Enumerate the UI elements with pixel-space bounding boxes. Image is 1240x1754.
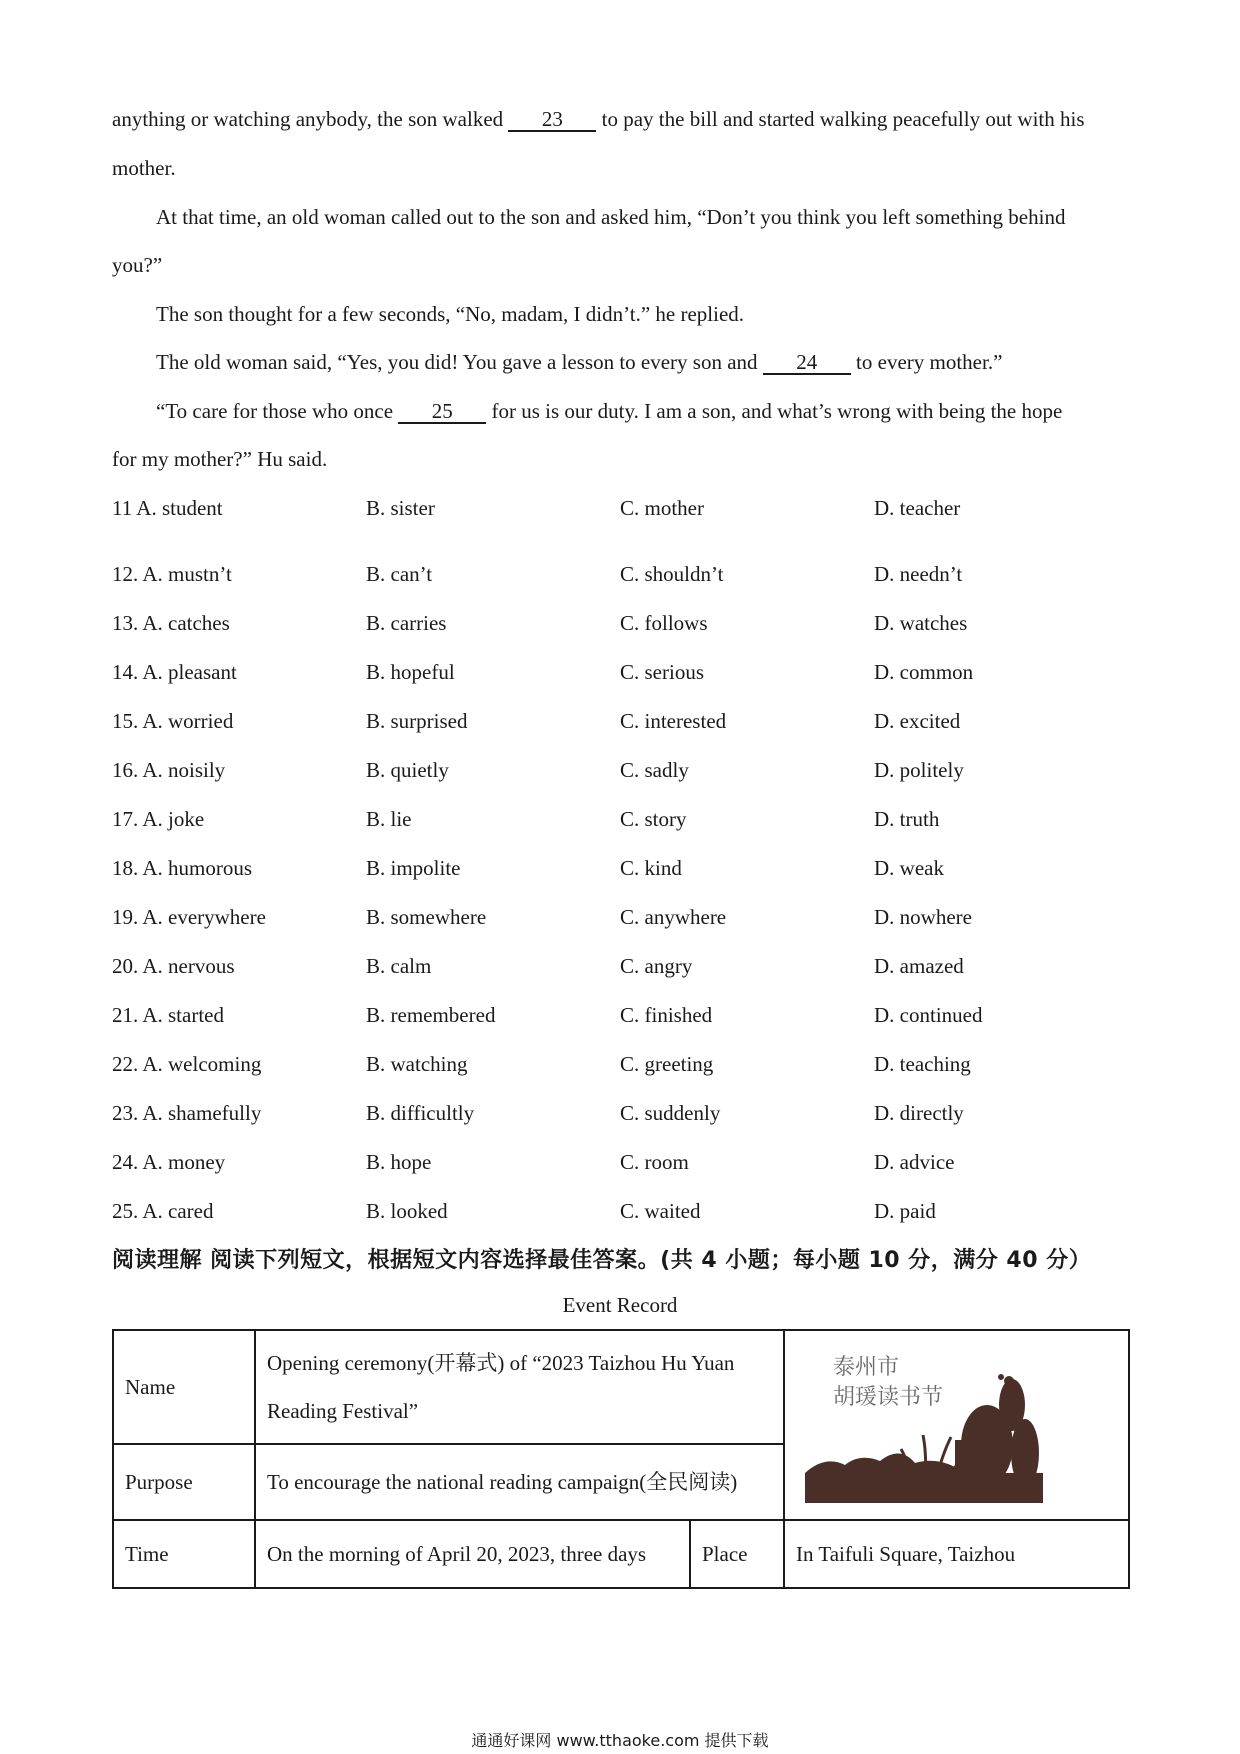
option-19-a: 19. A. everywhere [112, 905, 266, 929]
option-21-b: B. remembered [366, 1003, 496, 1027]
option-11-c: C. mother [620, 496, 704, 520]
option-16-c: C. sadly [620, 758, 689, 782]
option-18-a: 18. A. humorous [112, 856, 253, 880]
option-14-a: 14. A. pleasant [112, 660, 237, 684]
option-22-c: C. greeting [620, 1052, 714, 1076]
option-13-d: D. watches [874, 611, 968, 635]
purpose-label: Purpose [113, 1444, 255, 1520]
place-value: In Taifuli Square, Taizhou [784, 1520, 1129, 1588]
name-value-line-2: Reading Festival” [267, 1399, 419, 1423]
place-label: Place [690, 1520, 784, 1588]
option-11-d: D. teacher [874, 496, 961, 520]
option-21-a: 21. A. started [112, 1003, 224, 1027]
passage-line-8: for my mother?” Hu said. [112, 447, 328, 471]
option-18-c: C. kind [620, 856, 682, 880]
option-13-a: 13. A. catches [112, 611, 230, 635]
passage-text: anything or watching anybody, the son walked [112, 107, 509, 131]
passage-text: “To care for those who once [156, 399, 399, 423]
table-row [113, 1520, 1129, 1588]
option-16-a: 16. A. noisily [112, 758, 226, 782]
option-22-d: D. teaching [874, 1052, 971, 1076]
option-19-d: D. nowhere [874, 905, 972, 929]
festival-logo-cell [784, 1330, 1129, 1520]
option-18-b: B. impolite [366, 856, 461, 880]
option-17-b: B. lie [366, 807, 412, 831]
option-11-b: B. sister [366, 496, 435, 520]
option-24-c: C. room [620, 1150, 689, 1174]
option-19-c: C. anywhere [620, 905, 727, 929]
passage-text: for us is our duty. I am a son, and what’s wrong with being the hope [486, 399, 1063, 423]
option-23-d: D. directly [874, 1101, 964, 1125]
time-value: On the morning of April 20, 2023, three days [255, 1520, 690, 1588]
option-15-a: 15. A. worried [112, 709, 234, 733]
option-21-d: D. continued [874, 1003, 983, 1027]
option-23-c: C. suddenly [620, 1101, 721, 1125]
option-14-d: D. common [874, 660, 974, 684]
option-23-b: B. difficultly [366, 1101, 475, 1125]
passage-text: The old woman said, “Yes, you did! You gave a lesson to every son and [156, 350, 763, 374]
passage-line-4: you?” [112, 253, 163, 277]
blank-25: 25 [398, 400, 486, 424]
option-15-b: B. surprised [366, 709, 468, 733]
option-24-b: B. hope [366, 1150, 432, 1174]
option-17-a: 17. A. joke [112, 807, 205, 831]
option-17-c: C. story [620, 807, 687, 831]
blank-23: 23 [508, 108, 596, 132]
option-14-c: C. serious [620, 660, 704, 684]
option-20-b: B. calm [366, 954, 432, 978]
event-record-table [112, 1329, 1130, 1589]
option-11-a: 11 A. student [112, 496, 223, 520]
logo-line-2: 胡瑗读书节 [833, 1385, 944, 1410]
option-25-b: B. looked [366, 1199, 448, 1223]
option-12-b: B. can’t [366, 562, 433, 586]
option-19-b: B. somewhere [366, 905, 487, 929]
option-23-a: 23. A. shamefully [112, 1101, 262, 1125]
option-13-c: C. follows [620, 611, 708, 635]
name-value [255, 1330, 784, 1444]
option-20-c: C. angry [620, 954, 693, 978]
option-17-d: D. truth [874, 807, 940, 831]
passage-text: to pay the bill and started walking peacefully out with his [596, 107, 1085, 131]
option-25-a: 25. A. cared [112, 1199, 214, 1223]
passage-line-6 [156, 348, 1002, 376]
logo-text [833, 1353, 943, 1413]
option-22-b: B. watching [366, 1052, 468, 1076]
table-caption: Event Record [562, 1293, 678, 1317]
option-15-c: C. interested [620, 709, 727, 733]
option-15-d: D. excited [874, 709, 961, 733]
option-24-d: D. advice [874, 1150, 955, 1174]
option-21-c: C. finished [620, 1003, 713, 1027]
option-24-a: 24. A. money [112, 1150, 226, 1174]
option-16-d: D. politely [874, 758, 964, 782]
page-footer: 通通好课网 www.tthaoke.com 提供下载 [471, 1731, 769, 1750]
option-13-b: B. carries [366, 611, 447, 635]
passage-text: to every mother.” [850, 350, 1003, 374]
blank-24: 24 [763, 351, 851, 375]
passage-line-7 [156, 397, 1062, 425]
option-25-c: C. waited [620, 1199, 701, 1223]
section-title: 阅读理解 阅读下列短文，根据短文内容选择最佳答案。(共 4 小题；每小题 10 分，满分 40 分） [112, 1248, 1092, 1273]
option-20-a: 20. A. nervous [112, 954, 235, 978]
time-label: Time [113, 1520, 255, 1588]
purpose-value: To encourage the national reading campaign(全民阅读) [255, 1444, 784, 1520]
option-14-b: B. hopeful [366, 660, 455, 684]
passage-line-5: The son thought for a few seconds, “No, madam, I didn’t.” he replied. [156, 302, 745, 326]
option-25-d: D. paid [874, 1199, 936, 1223]
option-22-a: 22. A. welcoming [112, 1052, 262, 1076]
passage-line-2: mother. [112, 156, 176, 180]
option-18-d: D. weak [874, 856, 944, 880]
option-12-c: C. shouldn’t [620, 562, 724, 586]
name-value-line-1: Opening ceremony(开幕式) of “2023 Taizhou Hu Yuan [267, 1351, 735, 1375]
table-row [113, 1330, 1129, 1444]
passage-line-3: At that time, an old woman called out to the son and asked him, “Don’t you think you left something behind [156, 205, 1066, 229]
name-label: Name [113, 1330, 255, 1444]
option-12-a: 12. A. mustn’t [112, 562, 232, 586]
option-12-d: D. needn’t [874, 562, 963, 586]
logo-line-1: 泰州市 [833, 1355, 900, 1380]
passage-line-1 [112, 105, 1085, 133]
option-16-b: B. quietly [366, 758, 449, 782]
option-20-d: D. amazed [874, 954, 964, 978]
